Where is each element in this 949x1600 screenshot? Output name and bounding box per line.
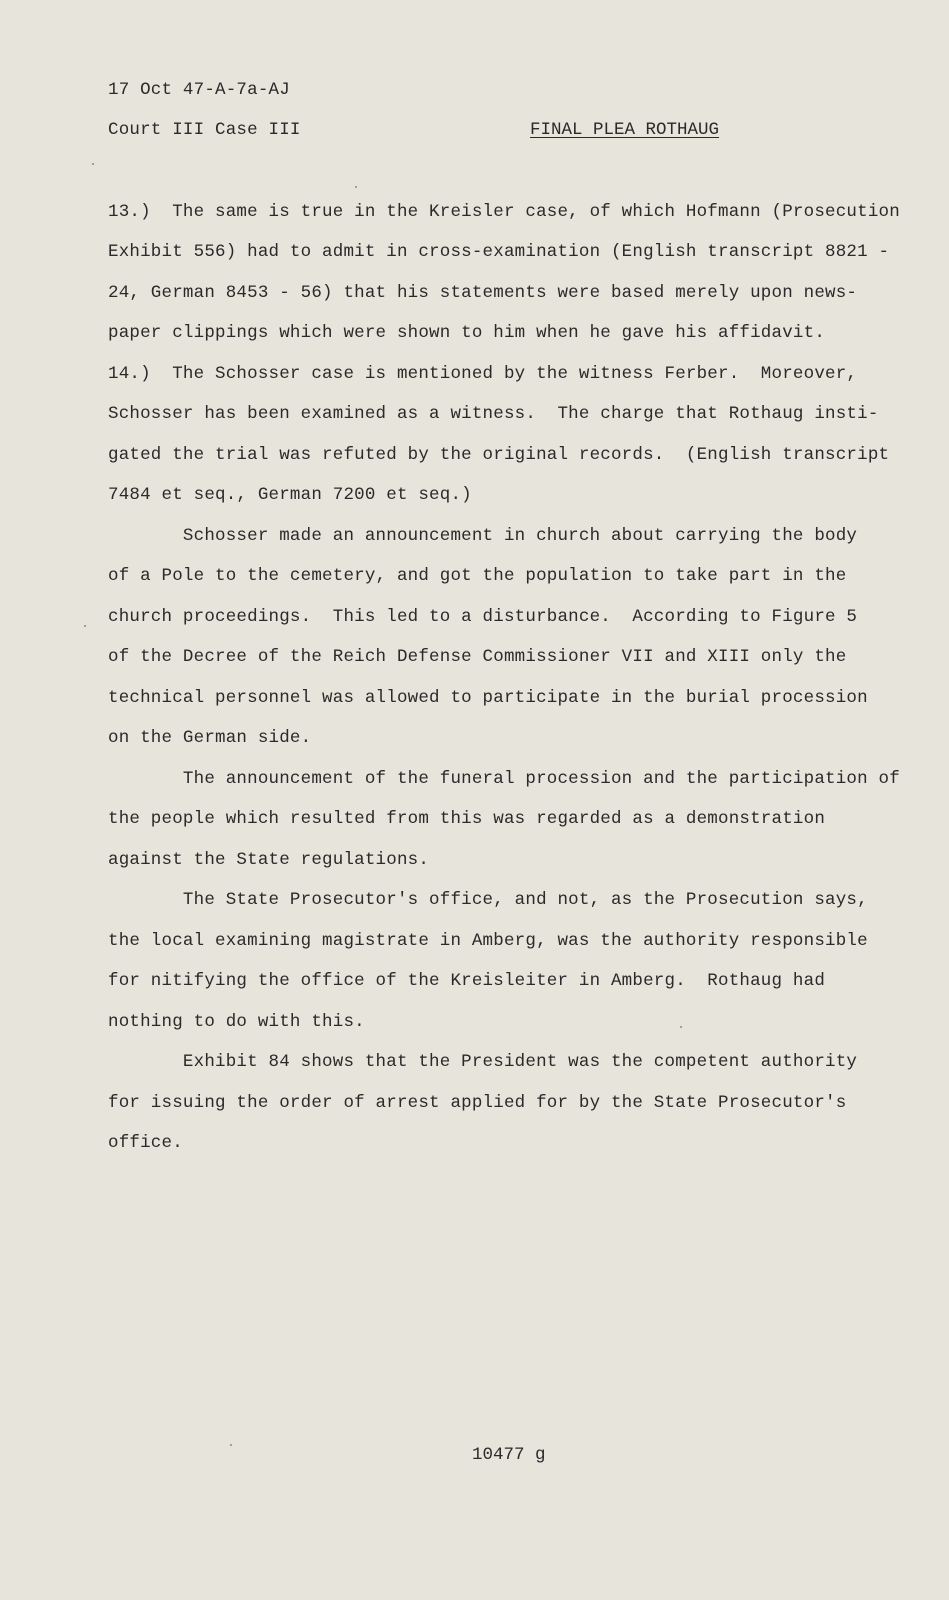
document-title: FINAL PLEA ROTHAUG bbox=[530, 120, 720, 140]
body-line: for nitifying the office of the Kreisleiter in Amberg. Rothaug had bbox=[108, 971, 826, 991]
body-line: gated the trial was refuted by the original records. (English transcript bbox=[108, 445, 890, 465]
body-line: technical personnel was allowed to participate in the burial procession bbox=[108, 688, 868, 708]
paper-speck bbox=[355, 186, 357, 188]
body-line: Exhibit 84 shows that the President was the competent authority bbox=[108, 1052, 858, 1072]
paper-speck bbox=[92, 163, 94, 165]
body-line: The State Prosecutor's office, and not, as the Prosecution says, bbox=[108, 890, 868, 910]
body-line: for issuing the order of arrest applied for by the State Prosecutor's bbox=[108, 1093, 847, 1113]
paper-speck bbox=[230, 1444, 232, 1446]
body-line: Schosser made an announcement in church about carrying the body bbox=[108, 526, 858, 546]
court-case-label: Court III Case III bbox=[108, 120, 301, 140]
body-line: Schosser has been examined as a witness. The charge that Rothaug insti- bbox=[108, 404, 879, 424]
body-line: The announcement of the funeral procession and the participation of bbox=[108, 769, 900, 789]
body-line: against the State regulations. bbox=[108, 850, 430, 870]
body-line: 7484 et seq., German 7200 et seq.) bbox=[108, 485, 472, 505]
body-line: of the Decree of the Reich Defense Commissioner VII and XIII only the bbox=[108, 647, 847, 667]
document-reference: 17 Oct 47-A-7a-AJ bbox=[108, 80, 290, 100]
paper-speck bbox=[680, 1026, 682, 1028]
body-line: Exhibit 556) had to admit in cross-examination (English transcript 8821 - bbox=[108, 242, 890, 262]
body-line: the local examining magistrate in Amberg, was the authority responsible bbox=[108, 931, 868, 951]
body-line: 13.) The same is true in the Kreisler case, of which Hofmann (Prosecution bbox=[108, 202, 900, 222]
body-line: paper clippings which were shown to him when he gave his affidavit. bbox=[108, 323, 826, 343]
body-line: office. bbox=[108, 1133, 183, 1153]
body-line: 14.) The Schosser case is mentioned by the witness Ferber. Moreover, bbox=[108, 364, 858, 384]
body-line: the people which resulted from this was regarded as a demonstration bbox=[108, 809, 826, 829]
body-line: nothing to do with this. bbox=[108, 1012, 365, 1032]
paper-speck bbox=[84, 625, 86, 627]
body-line: of a Pole to the cemetery, and got the population to take part in the bbox=[108, 566, 847, 586]
body-line: on the German side. bbox=[108, 728, 312, 748]
page-number: 10477 g bbox=[472, 1445, 546, 1465]
body-line: church proceedings. This led to a disturbance. According to Figure 5 bbox=[108, 607, 858, 627]
body-line: 24, German 8453 - 56) that his statements were based merely upon news- bbox=[108, 283, 858, 303]
